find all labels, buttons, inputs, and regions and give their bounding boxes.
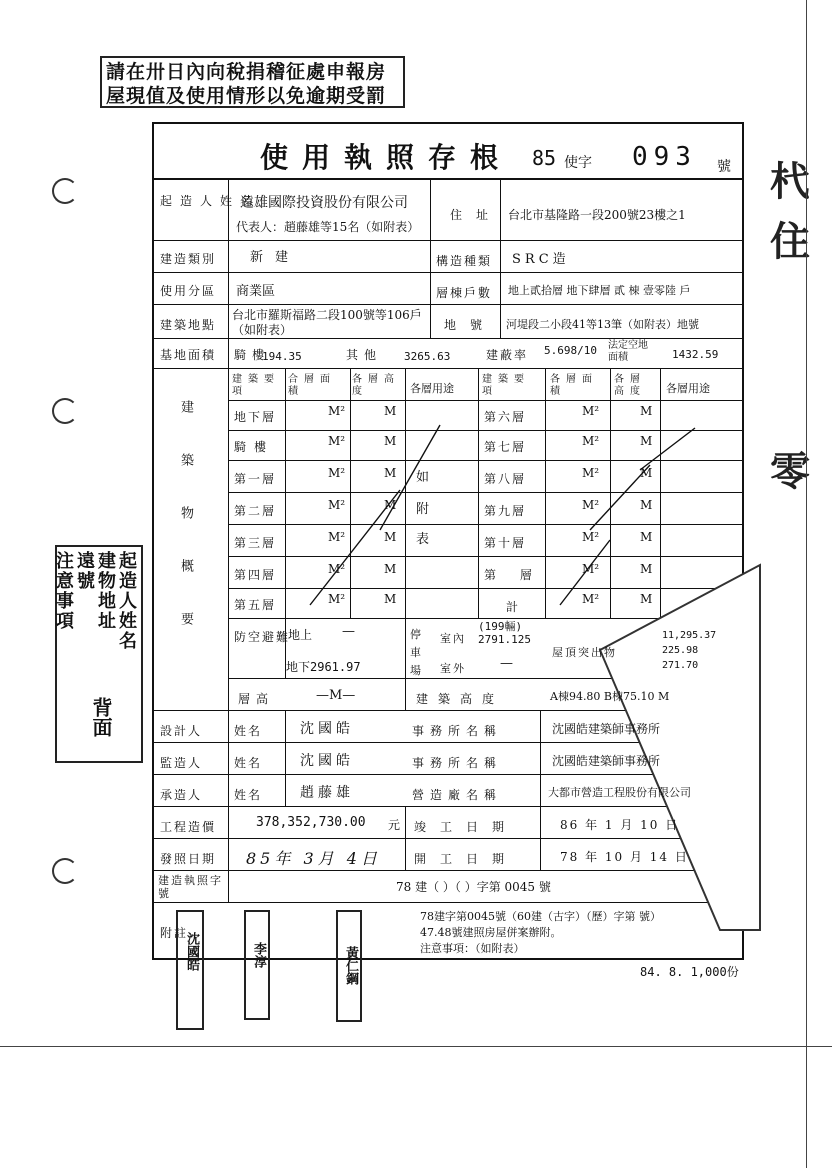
contractor-name-label: 姓名 — [234, 788, 263, 802]
floor-row-label: 計 — [506, 600, 521, 614]
side-stamp-col: 注意事項 — [53, 551, 74, 631]
unit-mark: M² — [582, 466, 600, 480]
side-stamp-col: 建物地址 — [95, 551, 116, 631]
supervisor-name: 沈國皓 — [300, 753, 354, 769]
floor-row-label: 第二層 — [234, 504, 277, 518]
unit-mark: M² — [582, 404, 600, 418]
header-cell: 合層面積 — [288, 374, 336, 397]
designer-office: 沈國皓建築師事務所 — [552, 722, 661, 736]
arcade-label: 騎樓 — [234, 348, 271, 362]
unit-mark: M² — [328, 498, 346, 512]
complete-date-label: 竣工日期 — [414, 820, 519, 834]
floors-value: 地上貳拾層 地下肆層 貳 棟 壹零陸 戶 — [508, 284, 691, 297]
civil-defense-below: 地下2961.97 — [286, 660, 361, 674]
usage-note-char: 附 — [416, 502, 430, 517]
floor-height-value: —M— — [316, 688, 356, 703]
open-space-label: 法定空地面積 — [608, 340, 648, 363]
unit-mark: M — [640, 530, 653, 544]
designer-office-label: 事務所名稱 — [412, 724, 503, 738]
issue-date: 85年 3月 4日 — [246, 849, 381, 868]
floor-row-label: 第四層 — [234, 568, 277, 582]
zoning-value: 商業區 — [236, 284, 276, 299]
floor-row-label: 第六層 — [484, 410, 527, 424]
header-cell: 各層用途 — [410, 382, 454, 395]
roof-value: 225.98 — [662, 645, 699, 656]
unit-mark: M² — [328, 404, 346, 418]
notice-line-1: 請在卅日內向稅捐稽征處申報房 — [106, 61, 387, 83]
unit-mark: M² — [328, 592, 346, 606]
designer-name-label: 姓名 — [234, 724, 263, 738]
floor-row-label: 第八層 — [484, 472, 527, 486]
zoning-label: 使用分區 — [160, 284, 217, 298]
parking-indoor-value: (199輛) 2791.125 — [478, 620, 531, 646]
side-note-stamp — [55, 545, 143, 763]
contractor-label: 承造人 — [160, 788, 203, 802]
start-date: 78 年 10 月 14 日 — [560, 850, 689, 864]
attachment-note-1: 78建字第0045號（60建（古字）（歷）字第 號） — [420, 910, 661, 923]
building-type-label: 建造類別 — [160, 252, 217, 266]
footer-print-info: 84. 8. 1,000份 — [640, 965, 739, 979]
unit-mark: M — [640, 466, 653, 480]
form-title: 使用執照存根 — [260, 141, 513, 174]
site-area-label: 基地面積 — [160, 348, 217, 362]
unit-mark: M — [640, 434, 653, 448]
structure-label: 構造種類 — [436, 254, 493, 268]
parking-outdoor-value: — — [500, 656, 513, 671]
building-type-value: 新建 — [250, 250, 301, 265]
edge-mark: 零 — [770, 448, 810, 495]
applicant-label: 起造人姓名 — [160, 194, 261, 208]
supervisor-label: 監造人 — [160, 756, 203, 770]
overview-section-label: 建築物概要 — [178, 400, 193, 665]
floor-row-label: 第一層 — [234, 472, 277, 486]
attachment-note-2: 47.48號建照房屋併案辦附。 — [420, 926, 562, 939]
cost-label: 工程造價 — [160, 820, 217, 834]
supervisor-seal: 李淳 — [244, 910, 270, 1020]
contractor-company-label: 營造廠名稱 — [412, 788, 503, 802]
arcade-value: 194.35 — [262, 350, 302, 363]
supervisor-name-label: 姓名 — [234, 756, 263, 770]
unit-mark: M² — [328, 434, 346, 448]
unit-mark: M — [384, 498, 397, 512]
header-cell: 各層高度 — [352, 374, 400, 397]
unit-mark: M — [640, 404, 653, 418]
side-stamp-col: 起造人姓名 — [116, 551, 137, 651]
issue-date-label: 發照日期 — [160, 852, 217, 866]
cost-unit: 元 — [388, 818, 401, 832]
side-stamp-col: 遠號 — [74, 551, 95, 591]
usage-note-char: 表 — [416, 532, 430, 547]
floor-row-label: 第七層 — [484, 440, 527, 454]
floor-row-label: 騎樓 — [234, 440, 275, 454]
edge-mark: 杙 — [770, 158, 810, 205]
permit-ref-label: 建造執照字號 — [158, 874, 223, 900]
address-value: 台北市基隆路一段200號23樓之1 — [508, 208, 686, 222]
location-value: 台北市羅斯福路二段100號等106戶（如附表） — [232, 308, 422, 337]
unit-mark: M — [384, 434, 397, 448]
cost-value: 378,352,730.00 — [256, 815, 366, 830]
unit-mark: M — [640, 592, 653, 606]
lot-label: 地號 — [444, 318, 497, 332]
structure-value: SRC造 — [512, 252, 570, 267]
unit-mark: M² — [582, 530, 600, 544]
open-space-value: 1432.59 — [672, 348, 719, 361]
other-label: 其他 — [346, 348, 383, 362]
building-height-value: A棟94.80 B棟75.10 M — [550, 690, 670, 703]
unit-mark: M² — [582, 592, 600, 606]
unit-mark: M — [384, 530, 397, 544]
floor-row-label: 第三層 — [234, 536, 277, 550]
civil-defense-above-label: 地上 — [288, 628, 313, 642]
other-value: 3265.63 — [404, 350, 451, 363]
floor-row-label: 第九層 — [484, 504, 527, 518]
unit-mark: M² — [582, 562, 600, 576]
unit-mark: M — [384, 562, 397, 576]
parking-outdoor-label: 室外 — [440, 662, 466, 675]
coverage-value: 5.698/10 — [544, 344, 597, 357]
applicant-name: 遠雄國際投資股份有限公司 — [240, 195, 408, 211]
contractor-seal: 黃仁鋼 — [336, 910, 362, 1022]
address-label: 住址 — [450, 208, 503, 222]
parking-label: 停車場 — [410, 628, 423, 677]
header-cell: 各層用途 — [666, 382, 710, 395]
attachment-label: 附註 — [160, 926, 189, 940]
floor-height-label: 層高 — [238, 692, 275, 706]
header-cell: 各層高度 — [614, 374, 646, 397]
unit-mark: M — [640, 498, 653, 512]
coverage-label: 建蔽率 — [486, 348, 529, 362]
page-edge-line — [806, 0, 807, 1168]
floors-label: 層棟戶數 — [436, 286, 493, 300]
unit-mark: M² — [328, 530, 346, 544]
permit-zi: 使字 — [564, 155, 592, 171]
unit-mark: M² — [328, 562, 346, 576]
permit-ref-value: 78 建（ ）（ ）字第 0045 號 — [396, 880, 551, 894]
floor-row-label: 第五層 — [234, 598, 277, 612]
designer-name: 沈國皓 — [300, 721, 354, 737]
unit-mark: M² — [328, 466, 346, 480]
building-height-label: 建築高度 — [416, 692, 505, 706]
roof-value: 11,295.37 — [662, 630, 717, 641]
complete-date: 86 年 1 月 10 日 — [560, 818, 680, 832]
start-date-label: 開工日期 — [414, 852, 519, 866]
permit-year: 85 — [532, 146, 557, 170]
unit-mark: M — [384, 592, 397, 606]
permit-hao: 號 — [717, 159, 731, 175]
edge-mark: 住 — [770, 218, 810, 265]
contractor-company: 大都市營造工程股份有限公司 — [548, 786, 691, 799]
roof-label: 屋頂突出物 — [552, 646, 617, 659]
header-cell: 建築要項 — [482, 374, 530, 397]
unit-mark: M² — [582, 434, 600, 448]
unit-mark: M — [384, 466, 397, 480]
civil-defense-above-value: — — [342, 624, 355, 639]
unit-mark: M — [384, 404, 397, 418]
civil-defense-label: 防空避難 — [234, 630, 291, 644]
designer-label: 設計人 — [160, 724, 203, 738]
parking-indoor-label: 室內 — [440, 632, 466, 645]
supervisor-office: 沈國皓建築師事務所 — [552, 754, 661, 768]
floor-row-label: 第十層 — [484, 536, 527, 550]
page-edge-line — [0, 1046, 832, 1047]
attachment-note-3: 注意事項：（如附表） — [420, 942, 525, 955]
notice-line-2: 屋現值及使用情形以免逾期受罰 — [106, 85, 387, 107]
location-label: 建築地點 — [160, 318, 217, 332]
side-stamp-back: 背面 — [89, 697, 113, 737]
lot-value: 河堤段二小段41等13筆（如附表）地號 — [506, 318, 699, 331]
permit-number: 093 — [632, 142, 697, 172]
roof-value: 271.70 — [662, 660, 699, 671]
applicant-representative: 代表人：趙藤雄等15名（如附表） — [236, 220, 420, 234]
unit-mark: M — [640, 562, 653, 576]
designer-seal: 沈國皓 — [176, 910, 204, 1030]
floor-row-label: 地下層 — [234, 410, 277, 424]
header-cell: 建築要項 — [232, 374, 280, 397]
floor-row-label: 第 層 — [484, 568, 542, 582]
supervisor-office-label: 事務所名稱 — [412, 756, 503, 770]
unit-mark: M² — [582, 498, 600, 512]
contractor-name: 趙藤雄 — [300, 785, 354, 801]
usage-note-char: 如 — [416, 470, 430, 485]
header-cell: 各層面積 — [550, 374, 598, 397]
